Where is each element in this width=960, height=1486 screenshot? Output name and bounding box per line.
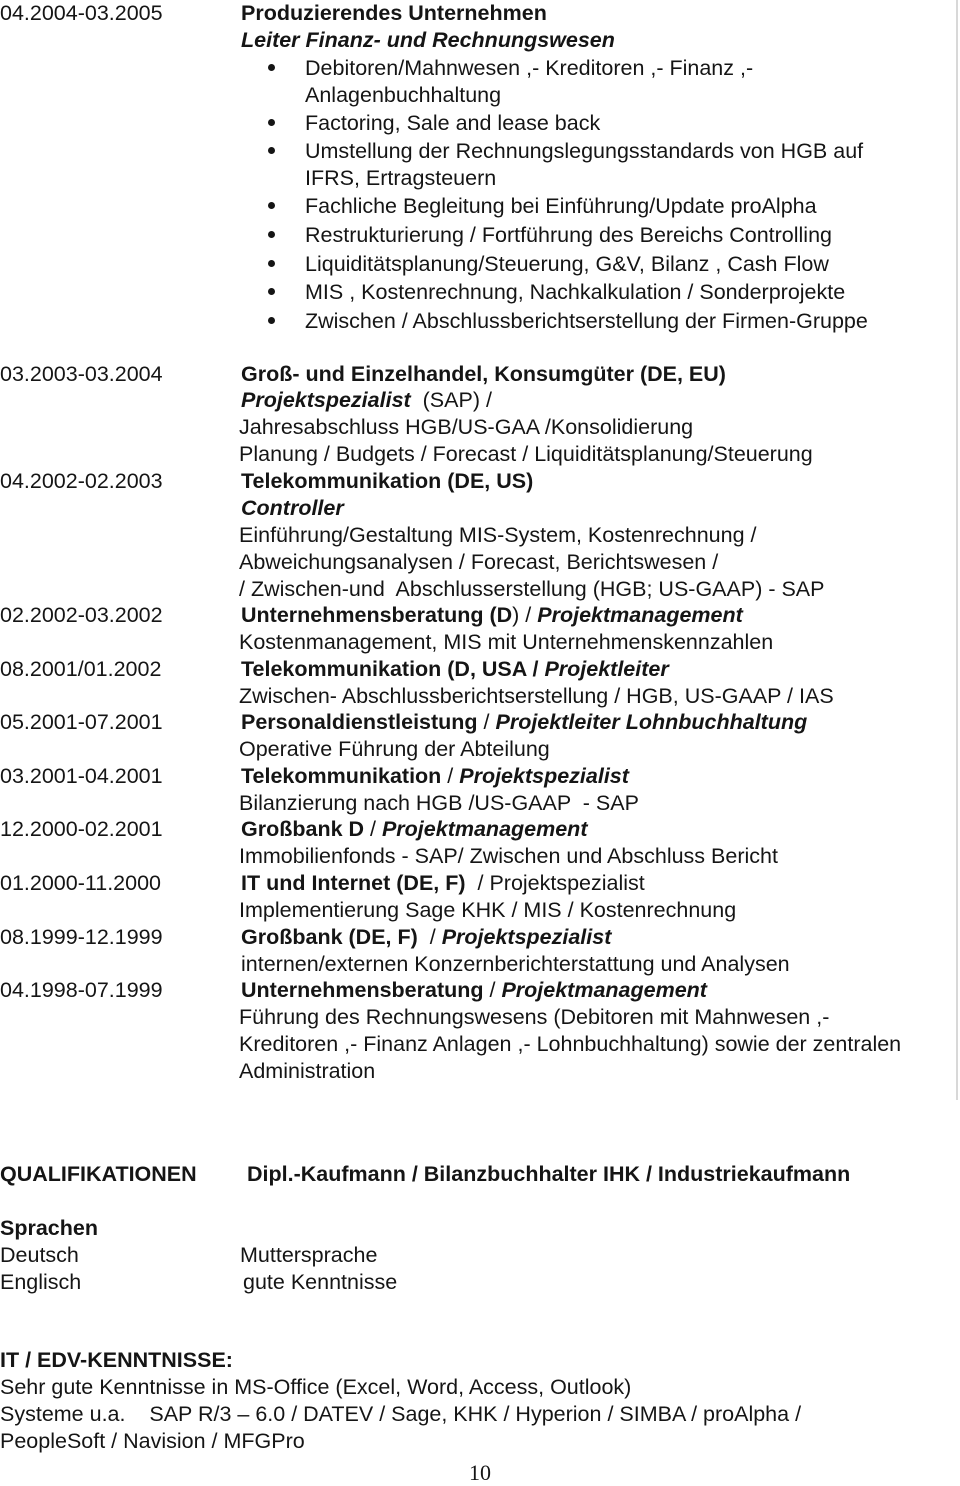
job-task: Fachliche Begleitung bei Einführung/Update proAlpha [305,194,817,218]
it-skills-line: Sehr gute Kenntnisse in MS-Office (Excel, Word, Access, Outlook) [0,1375,632,1399]
job-role: Controller [241,496,344,520]
job-task: Anlagenbuchhaltung [305,83,502,107]
job-date: 02.2002-03.2002 [0,603,163,627]
job-detail: Planung / Budgets / Forecast / Liquiditätsplanung/Steuerung [239,442,813,466]
job-detail: Kostenmanagement, MIS mit Unternehmenskennzahlen [239,630,774,654]
language-level: Muttersprache [240,1243,378,1267]
page-frame-border [956,0,958,1100]
qualifications-value: Dipl.-Kaufmann / Bilanzbuchhalter IHK / Industriekaufmann [247,1162,851,1186]
job-task: Zwischen / Abschlussberichtserstellung der Firmen-Gruppe [305,309,868,333]
job-detail: Zwischen- Abschlussberichtserstellung / HGB, US-GAAP / IAS [239,684,834,708]
job-task: Debitoren/Mahnwesen ,- Kreditoren ,- Finanz ,- [305,56,754,80]
job-detail: internen/externen Konzernberichterstattung und Analysen [241,952,790,976]
job-date: 01.2000-11.2000 [0,871,161,895]
job-company: Personaldienstleistung / Projektleiter Lohnbuchhaltung [241,710,808,734]
language-name: Deutsch [0,1243,79,1267]
job-date: 04.1998-07.1999 [0,978,163,1002]
job-detail: Bilanzierung nach HGB /US-GAAP - SAP [239,791,639,815]
job-company: Groß- und Einzelhandel, Konsumgüter (DE, EU) [241,362,726,386]
bullet-icon [268,260,275,267]
job-company: Produzierendes Unternehmen [241,1,547,25]
job-company: Telekommunikation (D, USA / Projektleiter [241,657,669,681]
bullet-icon [268,202,275,209]
job-detail: Administration [239,1059,376,1083]
job-date: 03.2001-04.2001 [0,764,163,788]
job-detail: Kreditoren ,- Finanz Anlagen ,- Lohnbuchhaltung) sowie der zentralen [239,1032,902,1056]
job-detail: / Zwischen-und Abschlusserstellung (HGB; US-GAAP) - SAP [239,577,825,601]
job-detail: Immobilienfonds - SAP/ Zwischen und Abschluss Bericht [239,844,778,868]
job-task: Umstellung der Rechnungslegungsstandards von HGB auf [305,139,864,163]
job-date: 03.2003-03.2004 [0,362,163,386]
page-number: 10 [469,1460,491,1485]
job-detail: Abweichungsanalysen / Forecast, Berichtswesen / [239,550,719,574]
job-detail: Operative Führung der Abteilung [239,737,550,761]
bullet-icon [268,64,275,71]
it-heading: IT / EDV-KENNTNISSE: [0,1348,233,1372]
language-name: Englisch [0,1270,82,1294]
job-role: Projektspezialist (SAP) / [241,388,492,412]
it-skills-line: Systeme u.a. SAP R/3 – 6.0 / DATEV / Sage, KHK / Hyperion / SIMBA / proAlpha / [0,1402,802,1426]
job-date: 04.2002-02.2003 [0,469,163,493]
job-date: 12.2000-02.2001 [0,817,163,841]
qualifications-heading: QUALIFIKATIONEN [0,1162,197,1186]
job-company: Unternehmensberatung / Projektmanagement [241,978,707,1002]
bullet-icon [268,231,275,238]
job-date: 05.2001-07.2001 [0,710,163,734]
bullet-icon [268,317,275,324]
job-task: IFRS, Ertragsteuern [305,166,497,190]
job-role: Leiter Finanz- und Rechnungswesen [241,28,615,52]
bullet-icon [268,288,275,295]
job-task: MIS , Kostenrechnung, Nachkalkulation / Sonderprojekte [305,280,846,304]
job-task: Restrukturierung / Fortführung des Bereichs Controlling [305,223,833,247]
job-detail: Führung des Rechnungswesens (Debitoren mit Mahnwesen ,- [239,1005,830,1029]
job-task: Liquiditätsplanung/Steuerung, G&V, Bilanz , Cash Flow [305,252,829,276]
job-date: 08.2001/01.2002 [0,657,162,681]
job-detail: Implementierung Sage KHK / MIS / Kostenrechnung [239,898,737,922]
bullet-icon [268,147,275,154]
job-date: 04.2004-03.2005 [0,1,163,25]
job-company: Telekommunikation (DE, US) [241,469,534,493]
it-skills-line: PeopleSoft / Navision / MFGPro [0,1429,305,1453]
languages-heading: Sprachen [0,1216,98,1240]
job-company: Großbank D / Projektmanagement [241,817,588,841]
job-company: Unternehmensberatung (D) / Projektmanagement [241,603,743,627]
job-company: Großbank (DE, F) / Projektspezialist [241,925,612,949]
job-detail: Jahresabschluss HGB/US-GAA /Konsolidierung [239,415,694,439]
job-company: IT und Internet (DE, F) / Projektspezialist [241,871,645,895]
language-level: gute Kenntnisse [243,1270,398,1294]
bullet-icon [268,119,275,126]
job-detail: Einführung/Gestaltung MIS-System, Kostenrechnung / [239,523,757,547]
job-company: Telekommunikation / Projektspezialist [241,764,629,788]
job-task: Factoring, Sale and lease back [305,111,601,135]
job-date: 08.1999-12.1999 [0,925,163,949]
